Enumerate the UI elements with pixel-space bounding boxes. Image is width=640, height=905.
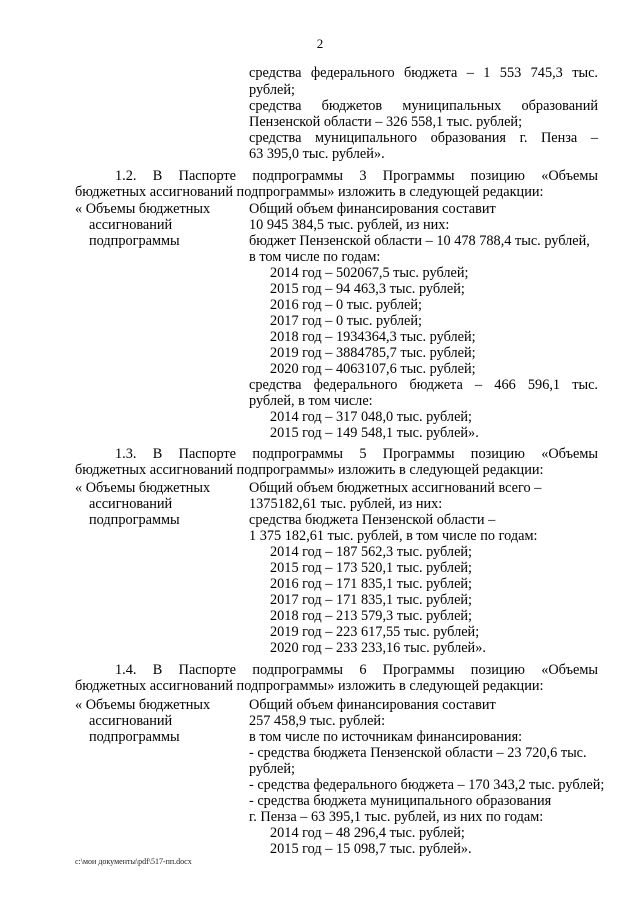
text-line: средства бюджетов муниципальных образований (249, 98, 598, 114)
paragraph-heading: 1.2. В Паспорте подпрограммы 3 Программы позицию «Объемы (115, 168, 598, 184)
text-line: рублей; (249, 82, 295, 98)
year-line: 2016 год – 0 тыс. рублей; (270, 297, 422, 313)
text-line: 10 945 384,5 тыс. рублей, из них: (249, 217, 450, 233)
year-line: 2014 год – 502067,5 тыс. рублей; (270, 265, 469, 281)
paragraph-text: бюджетных ассигнований подпрограммы» изложить в следующей редакции: (75, 462, 544, 478)
text-line: в том числе по годам: (249, 249, 381, 265)
paragraph-text: бюджетных ассигнований подпрограммы» изложить в следующей редакции: (75, 678, 544, 694)
year-line: 2019 год – 3884785,7 тыс. рублей; (270, 345, 476, 361)
year-line: 2018 год – 213 579,3 тыс. рублей; (270, 608, 473, 624)
text-line: средства бюджета Пензенской области – (249, 512, 496, 528)
year-line: 2015 год – 173 520,1 тыс. рублей; (270, 560, 473, 576)
file-path-footer: c:\мои документы\pdf\517-пп.docx (75, 857, 192, 866)
text-line: Общий объем финансирования составит (249, 201, 496, 217)
position-label: « Объемы бюджетных (75, 480, 211, 496)
text-line: 63 395,0 тыс. рублей». (249, 146, 385, 162)
text-line: средства муниципального образования г. Пенза – (249, 130, 598, 146)
text-line: Общий объем финансирования составит (249, 697, 496, 713)
text-line: бюджет Пензенской области – 10 478 788,4 тыс. рублей, (249, 233, 590, 249)
year-line: 2016 год – 171 835,1 тыс. рублей; (270, 576, 473, 592)
paragraph-heading: 1.4. В Паспорте подпрограммы 6 Программы позицию «Объемы (115, 662, 598, 678)
position-label: ассигнований (89, 496, 173, 512)
text-line: Общий объем бюджетных ассигнований всего – (249, 480, 542, 496)
text-line: рублей; (249, 761, 295, 777)
year-line: 2020 год – 233 233,16 тыс. рублей». (270, 640, 486, 656)
year-line: 2019 год – 223 617,55 тыс. рублей; (270, 624, 480, 640)
year-line: 2017 год – 0 тыс. рублей; (270, 313, 422, 329)
text-line: 1 375 182,61 тыс. рублей, в том числе по годам: (249, 528, 538, 544)
position-label: подпрограммы (89, 512, 180, 528)
year-line: 2014 год – 187 562,3 тыс. рублей; (270, 544, 473, 560)
position-label: ассигнований (89, 713, 173, 729)
text-line: - средства федерального бюджета – 170 343,2 тыс. рублей; (249, 777, 605, 793)
page-number: 2 (316, 36, 324, 51)
year-line: 2017 год – 171 835,1 тыс. рублей; (270, 592, 473, 608)
position-label: « Объемы бюджетных (75, 697, 211, 713)
year-line: 2015 год – 149 548,1 тыс. рублей». (270, 425, 479, 441)
position-label: « Объемы бюджетных (75, 201, 211, 217)
year-line: 2014 год – 317 048,0 тыс. рублей; (270, 409, 473, 425)
year-line: 2014 год – 48 296,4 тыс. рублей; (270, 825, 465, 841)
year-line: 2015 год – 15 098,7 тыс. рублей». (270, 841, 472, 857)
text-line: 257 458,9 тыс. рублей: (249, 713, 386, 729)
year-line: 2015 год – 94 463,3 тыс. рублей; (270, 281, 465, 297)
position-label: подпрограммы (89, 729, 180, 745)
position-label: ассигнований (89, 217, 173, 233)
text-line: Пензенской области – 326 558,1 тыс. рублей; (249, 114, 523, 130)
text-line: 1375182,61 тыс. рублей, из них: (249, 496, 443, 512)
text-line: - средства бюджета муниципального образования (249, 793, 552, 809)
paragraph-text: бюджетных ассигнований подпрограммы» изложить в следующей редакции: (75, 184, 544, 200)
text-line: рублей, в том числе: (249, 393, 373, 409)
position-label: подпрограммы (89, 233, 180, 249)
text-line: средства федерального бюджета – 466 596,1 тыс. (249, 377, 598, 393)
year-line: 2018 год – 1934364,3 тыс. рублей; (270, 329, 476, 345)
paragraph-heading: 1.3. В Паспорте подпрограммы 5 Программы позицию «Объемы (115, 446, 598, 462)
text-line: - средства бюджета Пензенской области – 23 720,6 тыс. (249, 745, 587, 761)
text-line: средства федерального бюджета – 1 553 745,3 тыс. (249, 65, 598, 81)
text-line: г. Пенза – 63 395,1 тыс. рублей, из них по годам: (249, 809, 544, 825)
year-line: 2020 год – 4063107,6 тыс. рублей; (270, 361, 476, 377)
text-line: в том числе по источникам финансирования: (249, 729, 523, 745)
